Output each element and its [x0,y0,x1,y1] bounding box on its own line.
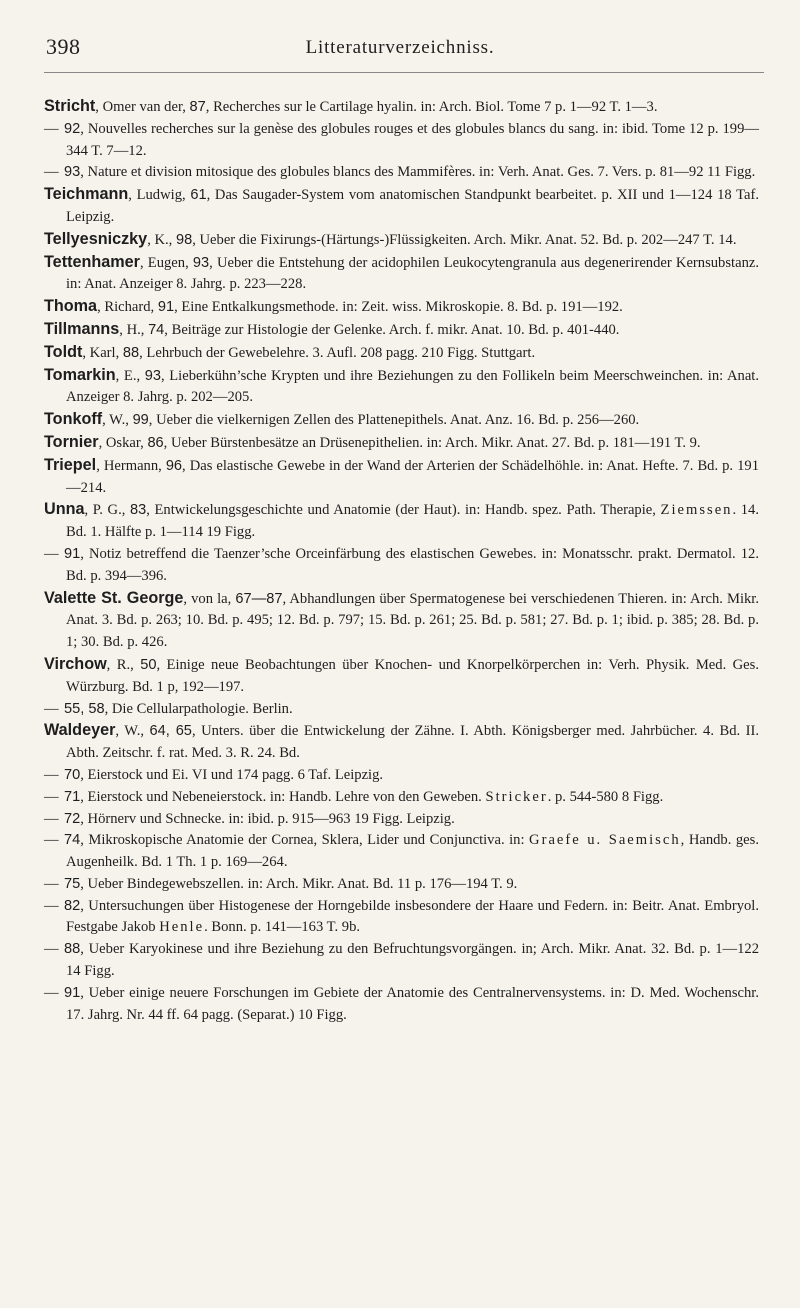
entry-author-details: , Oskar, [98,434,148,451]
entry-citation: , Nouvelles recherches sur la genèse des globules rouges et des globules blancs du sang. in: ibid. Tome 12 p. 199—344 T. 7—12. [66,120,759,159]
entry-citation: , Ueber Bürstenbesätze an Drüsenepithelien. in: Arch. Mikr. Anat. 27. Bd. p. 181—191 T. 9. [163,434,701,451]
entry-citation: , Eierstock und Nebeneierstock. in: Handb. Lehre von den Geweben. [80,788,486,805]
entry-year: 74 [64,832,81,849]
repeat-author-dash: — [44,120,59,137]
bibliography-entry [44,342,759,365]
repeat-author-dash: — [44,164,59,181]
entry-author: Triepel [44,455,97,474]
bibliography-entry [44,654,759,699]
entry-year: 99 [132,412,149,429]
entry-citation: , Ueber einige neuere Forschungen im Gebiete der Anatomie des Centralnervensystems. in: D. Med. Wochenschr. 17. Jahrg. Nr. 44 ff. 64 pagg. (Separat.) 10 Figg. [66,984,759,1023]
entry-year: 71 [64,788,81,805]
entry-year: 86 [147,434,164,451]
bibliography-entry [44,830,759,874]
repeat-author-dash: — [44,766,59,783]
entry-year: 93 [144,367,161,384]
entry-year: 93 [64,164,81,181]
entry-year: 75 [64,875,81,892]
entry-citation-cont: . p. 544-580 8 Figg. [547,788,664,805]
entry-year: 50 [140,656,157,673]
entry-year: 64, 65 [149,723,192,740]
entry-author: Tellyesniczky [44,229,148,248]
entry-citation: , Ueber die Entstehung der acidophilen Leukocytengranula aus degenerirender Kernsubstanz. in: Anat. Anzeiger 8. Jahrg. p. 223—228. [66,254,759,293]
bibliography-entry [44,119,759,163]
entry-author-details: , von la, [183,590,236,607]
bibliography-entry [44,939,759,983]
entry-year: 70 [64,766,81,783]
entry-author: Stricht [44,97,96,115]
entry-citation: , Nature et division mitosique des globules blancs des Mammifères. in: Verh. Anat. Ges. 7. Vers. p. 81—92 11 Figg. [80,164,756,181]
entry-citation: , Ueber die Fixirungs-(Härtungs-)Flüssigkeiten. Arch. Mikr. Anat. 52. Bd. p. 202—247 T. 14. [192,231,737,248]
entry-year: 55, 58 [64,700,105,717]
repeat-author-dash: — [44,832,59,849]
page-number: 398 [46,34,81,59]
entry-author: Tettenhamer [44,252,140,271]
repeat-author-dash: — [44,984,59,1001]
entry-citation: , Unters. über die Entwickelung der Zähne. I. Abth. Königsberger med. Jahrbücher. 4. Bd. II. Abth. Zeitschr. f. rat. Med. 3. R. 24. Bd. [66,723,760,762]
entry-year: 67—87 [235,590,283,607]
entry-author: Teichmann [44,185,129,204]
entry-author: Tornier [44,432,99,451]
bibliography-entry [44,720,759,765]
entry-author-details: , Richard, [97,299,158,316]
entry-citation: , Das elastische Gewebe in der Wand der Arterien der Schädelhöhle. in: Anat. Hefte. 7. Bd. p. 191—214. [66,457,759,496]
entry-author-details: , W., [102,412,133,429]
entry-year: 91 [64,545,81,562]
entry-year: 83 [130,502,147,519]
bibliography-entry [44,252,759,297]
bibliography-entry [44,499,759,544]
bibliography-entry [44,96,759,119]
bibliography-entry [44,184,759,229]
entry-citation: , Ueber Bindegewebszellen. in: Arch. Mikr. Anat. Bd. 11 p. 176—194 T. 9. [80,875,518,892]
entry-citation-cont: . 14. Bd. 1. Hälfte p. 1—114 19 Figg. [66,502,760,541]
entry-citation: , Hörnerv und Schnecke. in: ibid. p. 915—963 19 Figg. Leipzig. [80,810,455,827]
entry-citation: , Einige neue Beobachtungen über Knochen- und Knorpelkörperchen in: Verh. Physik. Med. Ges. Würzburg. Bd. 1 p, 192—197. [66,656,759,695]
entry-citation: , Eine Entkalkungsmethode. in: Zeit. wiss. Mikroskopie. 8. Bd. p. 191—192. [174,299,623,316]
repeat-author-dash: — [44,788,59,805]
bibliography-entry [44,983,759,1027]
entry-year: 91 [157,299,175,316]
entry-year: 88 [122,344,140,361]
entry-citation: , Mikroskopische Anatomie der Cornea, Sklera, Lider und Conjunctiva. in: [80,832,530,849]
bibliography-entry [44,765,759,787]
running-title: Litteraturverzeichniss. [305,37,495,58]
header-rule [44,72,764,73]
repeat-author-dash: — [44,700,59,717]
entry-editor: Stricker [485,788,548,805]
entry-year: 72 [64,810,81,827]
entry-author-details: , Omer van der, [95,99,190,115]
entry-year: 93 [192,254,210,271]
entry-year: 61 [190,187,207,204]
entry-year: 82 [64,897,81,914]
entry-citation: , Beiträge zur Histologie der Gelenke. Arch. f. mikr. Anat. 10. Bd. p. 401-440. [164,321,620,338]
entry-author-details: , H., [119,321,149,338]
entry-citation: , Die Cellularpathologie. Berlin. [104,700,293,717]
entry-citation: , Ueber Karyokinese und ihre Beziehung zu den Befruchtungsvorgängen. in; Arch. Mikr. Anat. 32. Bd. p. 1—122 14 Figg. [66,941,759,980]
repeat-author-dash: — [44,545,59,562]
bibliography-entry [44,229,759,252]
entry-author-details: , Eugen, [139,254,193,271]
entry-author: Toldt [44,342,83,361]
entry-citation: , Untersuchungen über Histogenese der Horngebilde insbesondere der Haare und Federn. in: Beitr. Anat. Embryol. Festgabe Jakob [66,897,759,936]
repeat-author-dash: — [44,897,59,914]
bibliography-entry [44,787,759,809]
entry-author-details: , R., [106,656,141,673]
bibliography-entry [44,544,759,588]
entry-citation: , Abhandlungen über Spermatogenese bei verschiedenen Thieren. in: Arch. Mikr. Anat. 3. Bd. p. 263; 10. Bd. p. 495; 12. Bd. p. 797; 15. Bd. p. 261; 25. Bd. p. 581; 27. Bd. p. 1; ibid. p. 385; 28. Bd. p. 1; 30. Bd. p. 426. [66,590,759,651]
entry-author: Thoma [44,297,98,316]
entry-citation: , Lieberkühn’sche Krypten und ihre Beziehungen zu den Follikeln beim Meerschweinchen. in: Anat. Anzeiger 8. Jahrg. p. 202—205. [66,367,759,406]
entry-year: 88 [64,941,81,958]
bibliography-entry [44,296,759,319]
bibliography-entry [44,809,759,831]
entry-author: Unna [44,500,85,519]
entry-author: Waldeyer [44,721,116,740]
bibliography-entry [44,409,759,432]
entry-citation-cont: , Handb. ges. Augenheilk. Bd. 1 Th. 1 p. 169—264. [66,832,759,871]
bibliography-entry [44,455,759,500]
entry-editor: Henle [159,919,205,936]
entry-author-details: , K., [147,231,176,248]
entry-editor: Graefe u. Saemisch [529,832,681,849]
entry-citation: , Lehrbuch der Gewebelehre. 3. Aufl. 208 pagg. 210 Figg. Stuttgart. [139,344,536,361]
entry-year: 96 [165,457,183,474]
bibliography-entry [44,432,759,455]
repeat-author-dash: — [44,941,59,958]
entry-author: Tomarkin [44,365,116,384]
entry-year: 74 [148,321,165,338]
entry-author-details: , E., [115,367,145,384]
bibliography-entry [44,319,759,342]
entry-author-details: , Karl, [82,344,123,361]
entry-author-details: , W., [115,723,150,740]
entry-author: Tonkoff [44,410,103,429]
entry-citation: , Entwickelungsgeschichte und Anatomie (der Haut). in: Handb. spez. Path. Therapie, [146,502,661,519]
bibliography-entry [44,699,759,721]
bibliography-entry [44,588,759,654]
entry-author: Valette St. George [44,588,184,607]
entry-citation: , Das Saugader-System vom anatomischen Standpunkt bearbeitet. p. XII und 1—124 18 Taf. Leipzig. [66,187,759,225]
entry-year: 98 [175,231,193,248]
bibliography-entry [44,365,759,410]
bibliography-entry [44,162,759,184]
bibliography-entry [44,896,759,940]
entry-citation: , Notiz betreffend die Taenzer’sche Orceinfärbung des elastischen Gewebes. in: Monatsschr. prakt. Dermatol. 12. Bd. p. 394—396. [66,545,759,584]
repeat-author-dash: — [44,810,59,827]
entry-citation-cont: . Bonn. p. 141—163 T. 9b. [204,919,361,936]
entry-year: 87 [189,99,206,115]
entry-editor: Ziemssen [660,502,733,519]
bibliography-list [44,96,759,1026]
entry-citation: , Recherches sur le Cartilage hyalin. in: Arch. Biol. Tome 7 p. 1—92 T. 1—3. [205,99,658,115]
entry-author-details: , Ludwig, [128,187,191,204]
entry-author: Tillmanns [44,319,120,338]
entry-citation: , Eierstock und Ei. VI und 174 pagg. 6 Taf. Leipzig. [80,766,384,783]
repeat-author-dash: — [44,875,59,892]
entry-author: Virchow [44,654,107,673]
bibliography-entry [44,874,759,896]
entry-citation: , Ueber die vielkernigen Zellen des Plattenepithels. Anat. Anz. 16. Bd. p. 256—260. [148,412,640,429]
entry-year: 91 [64,984,81,1001]
entry-author-details: , Hermann, [96,457,166,474]
entry-year: 92 [64,120,81,137]
entry-author-details: , P. G., [84,502,130,519]
